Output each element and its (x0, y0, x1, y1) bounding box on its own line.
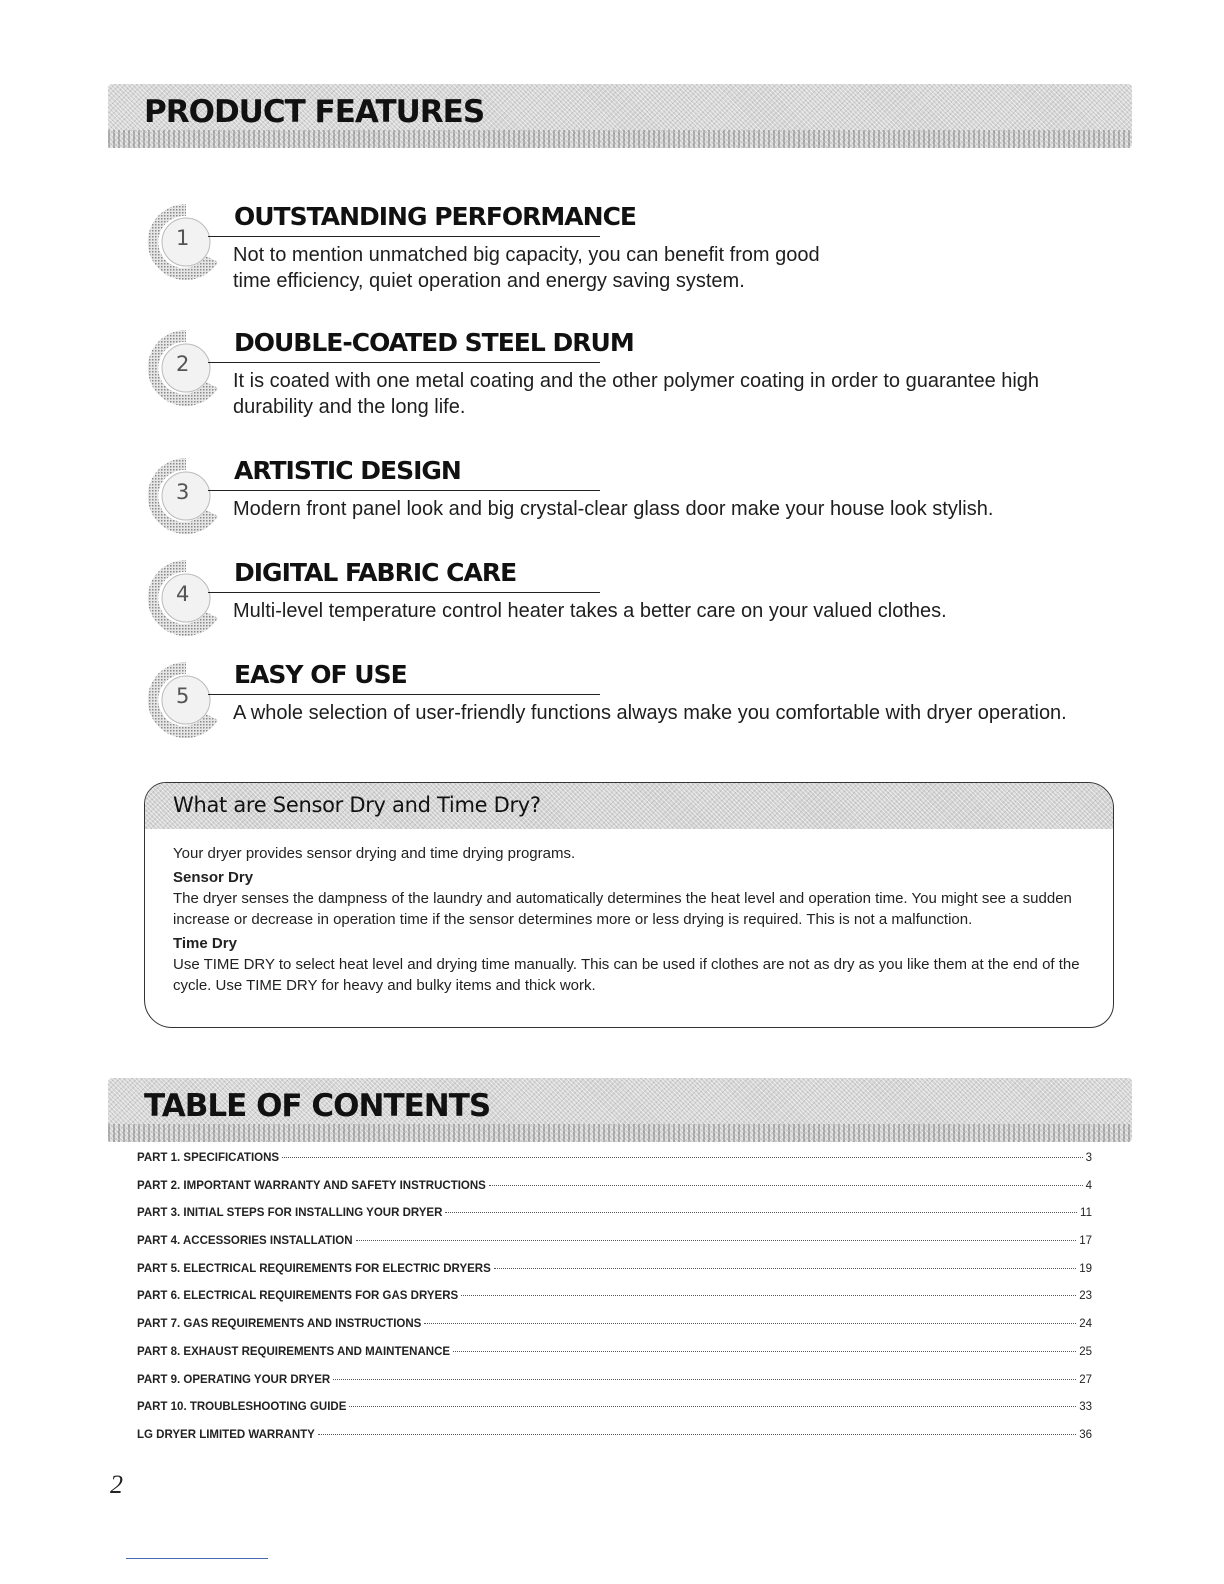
toc-leader-dots (445, 1212, 1077, 1213)
feature-title: DOUBLE-COATED STEEL DRUM (234, 328, 634, 357)
feature-line: Multi-level temperature control heater takes a better care on your valued clothes. (233, 600, 947, 622)
toc-entry-page: 36 (1079, 1428, 1092, 1441)
toc-leader-dots (489, 1185, 1083, 1186)
toc-entry-label: PART 8. EXHAUST REQUIREMENTS AND MAINTENANCE (137, 1345, 451, 1358)
toc-entry[interactable] (137, 1374, 1092, 1402)
toc-entry[interactable] (137, 1152, 1092, 1180)
toc-entry-label: PART 7. GAS REQUIREMENTS AND INSTRUCTIONS (137, 1318, 422, 1331)
number-badge-icon (146, 200, 224, 282)
time-dry-heading: Time Dry (173, 935, 237, 952)
feature-description (233, 242, 1123, 294)
toc-entry-label: PART 6. ELECTRICAL REQUIREMENTS FOR GAS DRYERS (137, 1290, 459, 1303)
feature-title: OUTSTANDING PERFORMANCE (234, 202, 636, 231)
number-badge-icon (146, 454, 224, 536)
toc-leader-dots (494, 1268, 1076, 1269)
table-of-contents-banner (108, 1078, 1132, 1142)
footer-rule (126, 1558, 268, 1559)
feature-line: It is coated with one metal coating and the other polymer coating in order to guarantee high (233, 370, 1040, 392)
feature-number: 3 (176, 480, 190, 504)
toc-entry-label: PART 2. IMPORTANT WARRANTY AND SAFETY INSTRUCTIONS (137, 1179, 486, 1192)
feature-line: durability and the long life. (233, 396, 466, 418)
toc-entry-label: PART 5. ELECTRICAL REQUIREMENTS FOR ELECTRIC DRYERS (137, 1262, 491, 1275)
toc-leader-dots (461, 1295, 1076, 1296)
toc-entry-page: 4 (1085, 1179, 1092, 1192)
page-number: 2 (110, 1470, 123, 1499)
toc-entry-page: 24 (1079, 1318, 1092, 1331)
sensor-dry-heading: Sensor Dry (173, 869, 254, 886)
sensor-dry-text: The dryer senses the dampness of the laundry and automatically determines the heat level and operation time. You might see a sudden increase or decrease in operation time if the sensor determines more or less drying is required. This is not a malfunction. (173, 890, 1072, 928)
toc-entry-label: PART 4. ACCESSORIES INSTALLATION (137, 1235, 353, 1248)
info-box-body (173, 843, 1099, 996)
feature-underline (208, 490, 600, 491)
product-features-banner (108, 84, 1132, 148)
feature-number: 1 (176, 226, 190, 250)
toc-entry[interactable] (137, 1290, 1092, 1318)
product-features-title: PRODUCT FEATURES (144, 94, 485, 130)
table-of-contents-title: TABLE OF CONTENTS (144, 1088, 491, 1124)
feature-underline (208, 236, 600, 237)
toc-entry[interactable] (137, 1263, 1092, 1291)
feature-line: Not to mention unmatched big capacity, you can benefit from good (233, 244, 820, 266)
feature-title: DIGITAL FABRIC CARE (234, 558, 517, 587)
toc-entry-page: 23 (1079, 1290, 1092, 1303)
toc-entry-page: 27 (1079, 1373, 1092, 1386)
toc-leader-dots (349, 1406, 1076, 1407)
number-badge-icon (146, 326, 224, 408)
toc-entry[interactable] (137, 1401, 1092, 1429)
feature-item-4 (146, 554, 1146, 654)
feature-number: 5 (176, 684, 190, 708)
toc-entry-label: LG DRYER LIMITED WARRANTY (137, 1428, 315, 1441)
toc-entry[interactable] (137, 1180, 1092, 1208)
toc-leader-dots (318, 1434, 1076, 1435)
feature-item-1 (146, 198, 1146, 298)
toc-entry[interactable] (137, 1235, 1092, 1263)
toc-entry[interactable] (137, 1207, 1092, 1235)
feature-number: 2 (176, 352, 190, 376)
toc-entry-label: PART 1. SPECIFICATIONS (137, 1152, 280, 1164)
feature-underline (208, 592, 600, 593)
toc-leader-dots (282, 1157, 1083, 1158)
number-badge-icon (146, 658, 224, 740)
toc-entry-page: 11 (1080, 1207, 1092, 1220)
feature-description (233, 598, 1123, 624)
feature-underline (208, 362, 600, 363)
feature-item-5 (146, 656, 1146, 756)
feature-number: 4 (176, 582, 190, 606)
number-badge-icon (146, 556, 224, 638)
toc-entry-label: PART 10. TROUBLESHOOTING GUIDE (137, 1401, 347, 1414)
info-box-title: What are Sensor Dry and Time Dry? (173, 793, 541, 817)
feature-description (233, 496, 1123, 522)
feature-line: Modern front panel look and big crystal-clear glass door make your house look stylish. (233, 498, 994, 520)
feature-line: A whole selection of user-friendly functions always make you comfortable with dryer operation. (233, 702, 1067, 724)
toc-entry-label: PART 9. OPERATING YOUR DRYER (137, 1373, 331, 1386)
toc-entry[interactable] (137, 1429, 1092, 1457)
toc-entry-page: 19 (1079, 1262, 1092, 1275)
info-box-header (145, 783, 1113, 829)
feature-underline (208, 694, 600, 695)
feature-description (233, 368, 1123, 420)
table-of-contents-list (137, 1152, 1092, 1457)
toc-entry[interactable] (137, 1318, 1092, 1346)
toc-leader-dots (356, 1240, 1077, 1241)
feature-line: time efficiency, quiet operation and energy saving system. (233, 270, 745, 292)
toc-entry-label: PART 3. INITIAL STEPS FOR INSTALLING YOUR DRYER (137, 1207, 443, 1220)
time-dry-text: Use TIME DRY to select heat level and drying time manually. This can be used if clothes are not as dry as you like them at the end of the cycle. Use TIME DRY for heavy and bulky items and thick work. (173, 956, 1080, 994)
toc-leader-dots (453, 1351, 1076, 1352)
sensor-time-dry-box (144, 782, 1114, 1028)
toc-leader-dots (333, 1379, 1076, 1380)
toc-entry[interactable] (137, 1346, 1092, 1374)
toc-entry-page: 17 (1079, 1235, 1092, 1248)
feature-title: EASY OF USE (234, 660, 407, 689)
toc-leader-dots (424, 1323, 1076, 1324)
feature-item-2 (146, 324, 1146, 424)
toc-entry-page: 3 (1085, 1152, 1092, 1164)
toc-entry-page: 33 (1079, 1401, 1092, 1414)
feature-title: ARTISTIC DESIGN (234, 456, 461, 485)
info-intro: Your dryer provides sensor drying and time drying programs. (173, 845, 576, 862)
toc-entry-page: 25 (1079, 1345, 1092, 1358)
feature-description (233, 700, 1123, 726)
feature-item-3 (146, 452, 1146, 552)
